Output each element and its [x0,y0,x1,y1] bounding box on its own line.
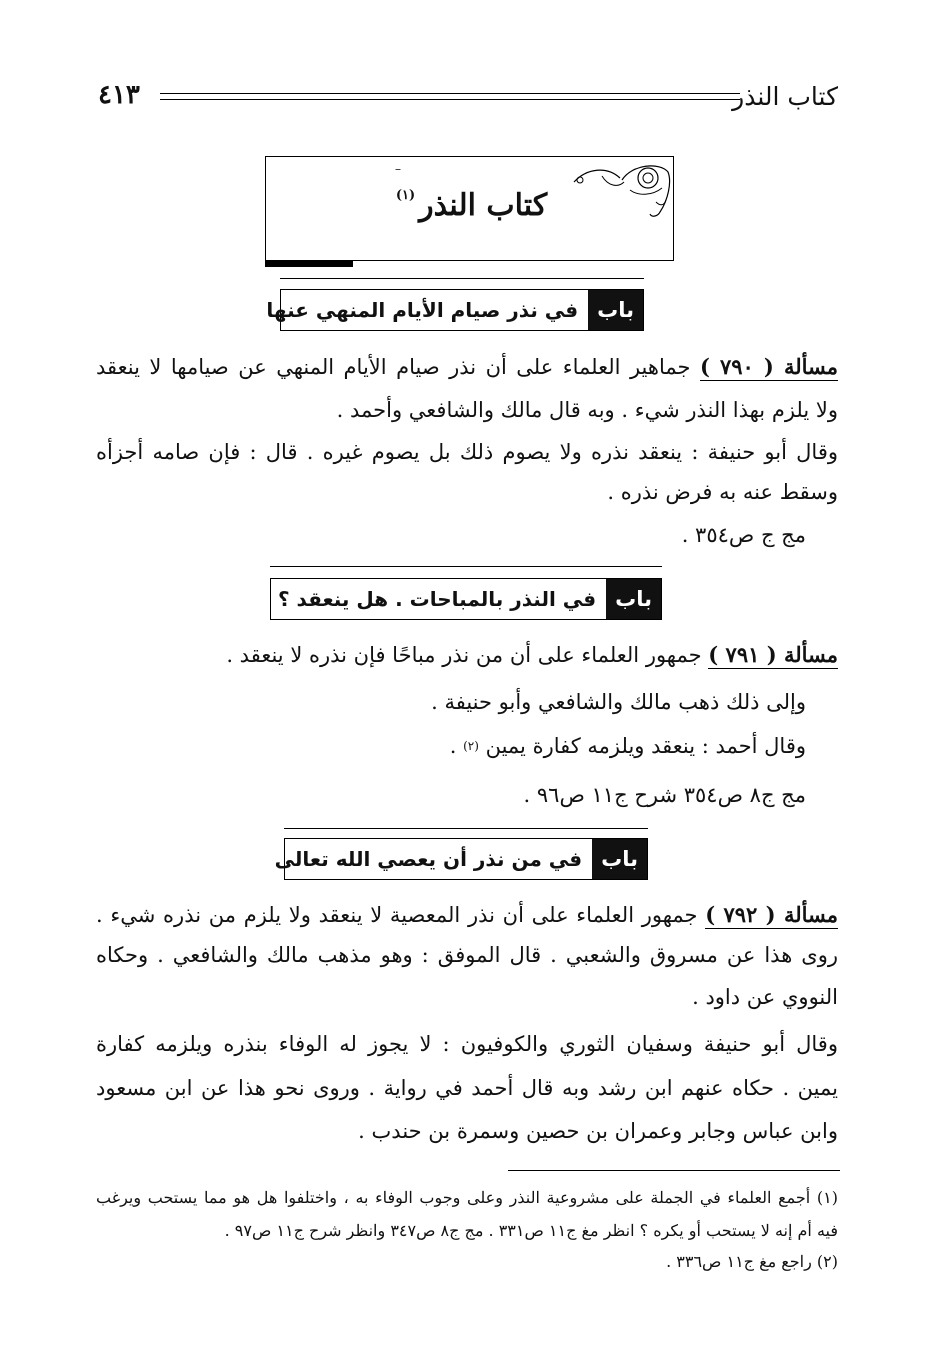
paragraph-line [450,731,806,761]
header-rule-top [160,93,740,94]
paragraph-line: وقال أبو حنيفة : ينعقد نذره ولا يصوم ذلك بل يصوم غيره . قال : فإن صامه أجزأه [96,440,838,464]
paragraph-line [96,352,838,382]
paragraph-line: وإلى ذلك ذهب مالك والشافعي وأبو حنيفة . [431,690,806,714]
paragraph-line [96,900,838,930]
masala-text: جماهير العلماء على أن نذر صيام الأيام المنهي عن صيامها لا ينعقد [96,355,700,379]
paragraph-text-end: . [449,734,464,758]
section-tag: باب [606,579,661,619]
section-rule [270,566,662,567]
section-heading [270,578,662,620]
paragraph-line: وقال أبو حنيفة وسفيان الثوري والكوفيون : لا يجوز له الوفاء بنذره ويلزمه كفارة [96,1032,838,1056]
running-header-title: كتاب النذر [732,82,838,111]
masala-text: جمهور العلماء على أن نذر المعصية لا ينعقد ولا يلزم من نذره شيء . [96,903,706,927]
book-title [265,188,674,223]
masala-label: مسألة ( ٧٩٠ ) [699,354,839,379]
masala-label: مسألة ( ٧٩٢ ) [705,902,838,927]
paragraph-text: وقال أحمد : ينعقد ويلزمه كفارة يمين [485,734,806,758]
masala-text: جمهور العلماء على أن من نذر مباحًا فإن نذره لا ينعقد . [226,643,709,667]
paragraph-line: يمين . حكاه عنهم ابن رشد وبه قال أحمد في رواية . وروى نحو هذا عن ابن مسعود [96,1076,838,1100]
footnote-line: (٢) راجع مغ ج١١ ص٣٣٦ . [666,1252,838,1271]
section-title: في من نذر أن يعصي الله تعالى [274,847,583,871]
paragraph-line: النووي عن داود . [692,985,838,1009]
section-tag: باب [588,290,643,330]
footnote-line: فيه أم إنه لا يستحب أو يكره ؟ انظر مغ ج١١ ص٣٣١ . مج ج٨ ص٣٤٧ وانظر شرح ج١١ ص٩٧ . [224,1221,838,1240]
section-title: في النذر بالمباحات . هل ينعقد ؟ [277,587,597,611]
reference-line: مج ج٨ ص٣٥٤ شرح ج١١ ص٩٦ . [523,783,806,807]
page-number: ٤١٣ [98,80,140,110]
paragraph-line: ولا يلزم بهذا النذر شيء . وبه قال مالك والشافعي وأحمد . [336,398,838,422]
ornament-dash-icon: – [395,162,401,176]
section-heading [266,289,644,331]
footnote-line: (١) أجمع العلماء في الجملة على مشروعية النذر وعلى وجوب الوفاء به ، واختلفوا هل هو مما يستحب ويرغب [96,1188,838,1207]
section-rule [284,828,648,829]
paragraph-line: وابن عباس وجابر وعمران بن حصين وسمرة بن حندب . [358,1119,838,1143]
section-title: في نذر صيام الأيام المنهي عنها [266,298,579,322]
paragraph-line: وسقط عنه به فرض نذره . [607,480,838,504]
book-title-frame-shadow [265,260,353,267]
footnote-mark: (٢) [463,739,479,753]
header-rule-bottom [160,99,740,100]
footnote-separator [508,1170,840,1171]
reference-line: مج ج ص٣٥٤ . [681,523,806,547]
section-rule [280,278,644,279]
masala-label: مسألة ( ٧٩١ ) [708,642,838,667]
section-tag: باب [592,839,647,879]
paragraph-line: روى هذا عن مسروق والشعبي . قال الموفق : وهو مذهب مالك والشافعي . وحكاه [96,943,838,967]
book-title-text: كتاب النذر [419,188,548,223]
book-title-footnote-mark: (١) [395,188,416,203]
section-heading [274,838,648,880]
paragraph-line [226,640,838,670]
